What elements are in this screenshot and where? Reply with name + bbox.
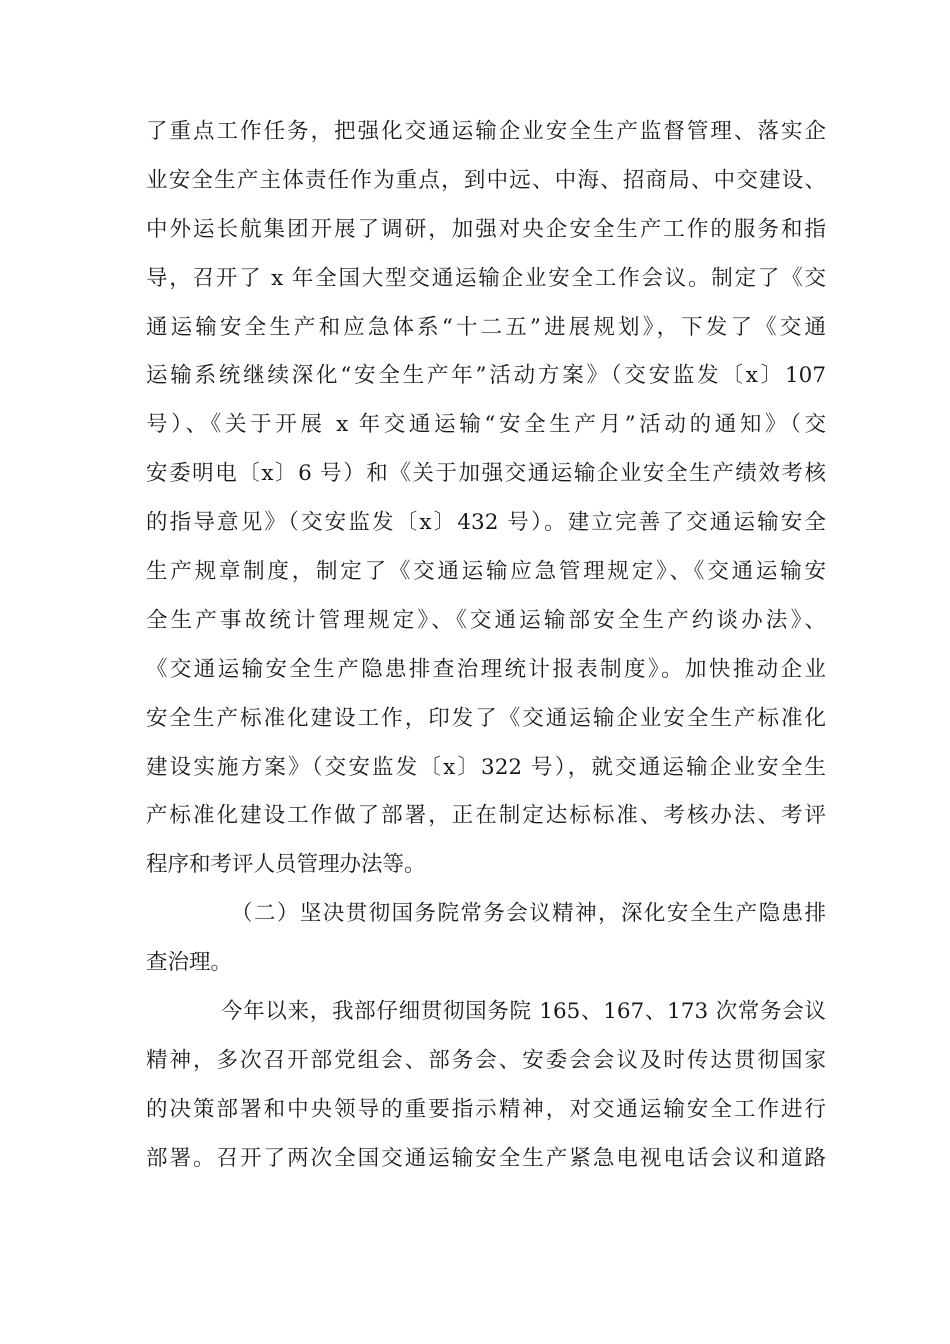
text-line: 生产规章制度，制定了《交通运输应急管理规定》、《交通运输安 bbox=[146, 559, 826, 585]
text-line: 安全生产标准化建设工作，印发了《交通运输企业安全生产标准化 bbox=[146, 705, 826, 731]
text-line: 业安全生产主体责任作为重点，到中远、中海、招商局、中交建设、 bbox=[146, 167, 826, 193]
document-body bbox=[146, 108, 826, 1184]
text-line: 今年以来，我部仔细贯彻国务院 165、167、173 次常务会议 bbox=[221, 999, 826, 1025]
heading-line: 查治理。 bbox=[146, 950, 233, 976]
text-line: 《交通运输安全生产隐患排查治理统计报表制度》。加快推动企业 bbox=[146, 656, 826, 682]
text-line: 部署。召开了两次全国交通运输安全生产紧急电视电话会议和道路 bbox=[146, 1145, 826, 1171]
text-line: 号）、《关于开展 x 年交通运输“安全生产月”活动的通知》（交 bbox=[146, 412, 826, 438]
text-line: 建设实施方案》（交安监发〔x〕322 号），就交通运输企业安全生 bbox=[146, 754, 826, 780]
text-line: 安委明电〔x〕6 号）和《关于加强交通运输企业安全生产绩效考核 bbox=[146, 461, 826, 487]
text-line: 了重点工作任务，把强化交通运输企业安全生产监督管理、落实企 bbox=[146, 119, 826, 144]
section-heading-2 bbox=[146, 890, 826, 988]
paragraph-1 bbox=[146, 108, 826, 890]
text-line: 产标准化建设工作做了部署，正在制定达标标准、考核办法、考评 bbox=[146, 803, 826, 829]
text-line: 导，召开了 x 年全国大型交通运输企业安全工作会议。制定了《交 bbox=[146, 265, 826, 291]
text-line: 中外运长航集团开展了调研，加强对央企安全生产工作的服务和指 bbox=[146, 216, 826, 242]
text-line: 通运输安全生产和应急体系“十二五”进展规划》，下发了《交通 bbox=[146, 314, 826, 340]
paragraph-2 bbox=[146, 988, 826, 1184]
text-line: 的指导意见》（交安监发〔x〕432 号）。建立完善了交通运输安全 bbox=[146, 510, 826, 536]
heading-line: （二）坚决贯彻国务院常务会议精神，深化安全生产隐患排 bbox=[231, 901, 826, 927]
text-line: 精神，多次召开部党组会、部务会、安委会会议及时传达贯彻国家 bbox=[146, 1047, 826, 1073]
text-line: 全生产事故统计管理规定》、《交通运输部安全生产约谈办法》、 bbox=[146, 607, 826, 633]
text-line: 运输系统继续深化“安全生产年”活动方案》（交安监发〔x〕107 bbox=[146, 363, 826, 389]
text-line: 程序和考评人员管理办法等。 bbox=[146, 852, 426, 878]
text-line: 的决策部署和中央领导的重要指示精神，对交通运输安全工作进行 bbox=[146, 1096, 826, 1122]
